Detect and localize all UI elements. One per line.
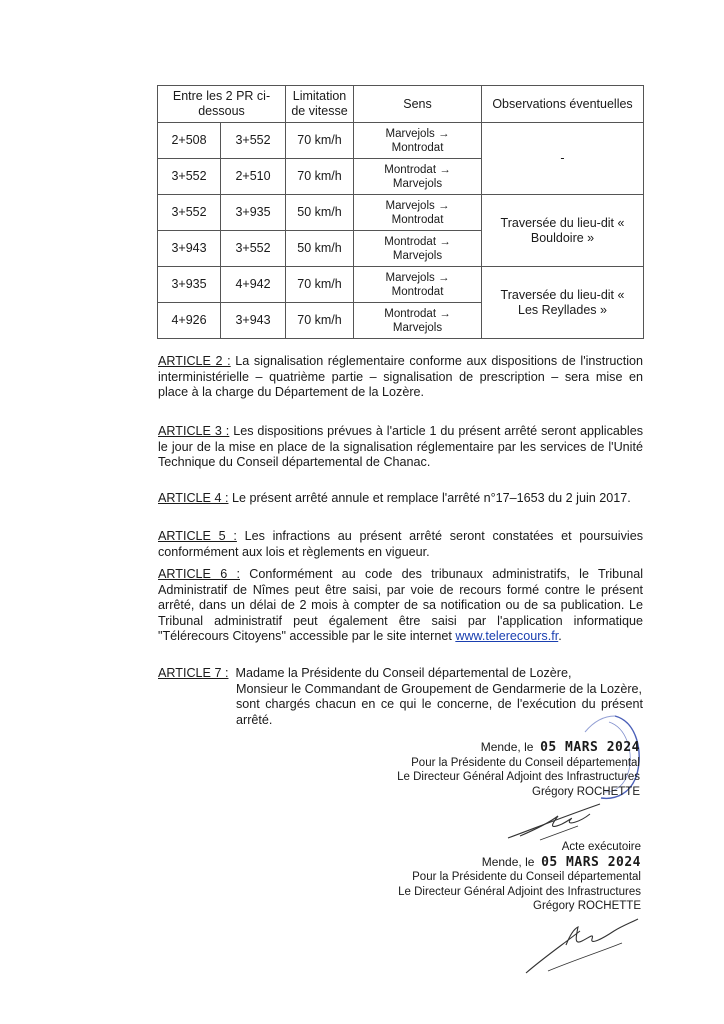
article-label: ARTICLE 7 : xyxy=(158,666,229,680)
speed-limit: 70 km/h xyxy=(286,123,354,159)
signature-line: Le Directeur Général Adjoint des Infrastructures xyxy=(397,771,640,783)
article-label: ARTICLE 3 : xyxy=(158,424,230,438)
article-text: sont chargés chacun en ce qui le concerne, de l'exécution du présent arrêté. xyxy=(236,697,643,727)
article-7 xyxy=(158,666,643,728)
direction: Marvejols → Montrodat xyxy=(354,123,482,159)
header-observations: Observations éventuelles xyxy=(482,86,644,123)
direction: Marvejols → Montrodat xyxy=(354,195,482,231)
signer-name: Grégory ROCHETTE xyxy=(532,785,640,798)
article-2 xyxy=(158,354,643,401)
pr-start: 2+508 xyxy=(158,123,221,159)
article-label: ARTICLE 6 : xyxy=(158,567,240,581)
direction: Montrodat → Marvejols xyxy=(354,303,482,339)
pr-start: 3+552 xyxy=(158,159,221,195)
header-sens: Sens xyxy=(354,86,482,123)
direction: Montrodat → Marvejols xyxy=(354,159,482,195)
article-4 xyxy=(158,491,643,507)
pr-start: 3+943 xyxy=(158,231,221,267)
article-label: ARTICLE 4 : xyxy=(158,491,229,505)
speed-limit-table xyxy=(157,85,644,339)
speed-limit: 70 km/h xyxy=(286,303,354,339)
table-row xyxy=(158,123,644,159)
pr-end: 3+552 xyxy=(221,231,286,267)
observation-cell: Traversée du lieu-dit « Les Reyllades » xyxy=(482,267,644,339)
pr-start: 4+926 xyxy=(158,303,221,339)
article-label: ARTICLE 5 : xyxy=(158,529,237,543)
article-text: La signalisation réglementaire conforme aux dispositions de l'instruction interministérielle – quatrième partie – signalisation de prescription – sera mise en place à la charge du Département de la Lozère. xyxy=(158,354,644,400)
header-pr: Entre les 2 PR ci-dessous xyxy=(158,86,286,123)
signature-line: Le Directeur Général Adjoint des Infrastructures xyxy=(398,885,641,898)
handwritten-signature xyxy=(500,800,610,845)
article-text: Le présent arrêté annule et remplace l'arrêté n°17–1653 du 2 juin 2017. xyxy=(231,491,631,505)
article-6: ARTICLE 6 : Conformément au code des tribunaux administratifs, le Tribunal Administratif de Nîmes peut être saisi, par voie de recours formé contre le présent arrêté, dans un délai de 2 mois à compter de sa notification ou de sa publication. Le Tribunal administratif peut également être saisi par l'application informatique "Télérecours Citoyens" accessible par le site internet www.telerecours.fr. xyxy=(158,567,643,644)
article-label: ARTICLE 2 : xyxy=(158,354,231,368)
pr-end: 2+510 xyxy=(221,159,286,195)
pr-end: 3+552 xyxy=(221,123,286,159)
article-text: Les dispositions prévues à l'article 1 du présent arrêté seront applicables le jour de la mise en place de la signalisation réglementaire par les services de l'Unité Technique du Conseil départemental de Chanac. xyxy=(158,424,643,470)
observation-cell: - xyxy=(482,123,644,195)
date-stamp: 05 MARS 2024 xyxy=(540,740,640,755)
speed-limit: 50 km/h xyxy=(286,195,354,231)
speed-limit: 50 km/h xyxy=(286,231,354,267)
article-text: Monsieur le Commandant de Groupement de Gendarmerie de la Lozère, xyxy=(236,681,643,696)
table-header-row xyxy=(158,86,644,123)
signature-line: Pour la Présidente du Conseil départemental xyxy=(412,871,641,883)
article-text: Madame la Présidente du Conseil départemental de Lozère, xyxy=(235,666,572,680)
table-row xyxy=(158,195,644,231)
date-stamp: 05 MARS 2024 xyxy=(541,854,641,870)
pr-start: 3+935 xyxy=(158,267,221,303)
article-5 xyxy=(158,529,643,560)
signature-block-2 xyxy=(398,840,641,914)
speed-limit: 70 km/h xyxy=(286,159,354,195)
header-limit: Limitation de vitesse xyxy=(286,86,354,123)
direction: Montrodat → Marvejols xyxy=(354,231,482,267)
article-3 xyxy=(158,424,643,471)
article-text: Conformément au code des tribunaux administratifs, le Tribunal Administratif de Nîmes peut être saisi, par voie de recours formé contre le présent arrêté, dans un délai de 2 mois à compter de sa notification ou de sa publication. Le Tribunal administratif peut également être saisi par l'application informatique "Télérecours Citoyens" accessible par le site internet xyxy=(158,567,643,644)
pr-end: 3+943 xyxy=(221,303,286,339)
signature-date-line: Mende, le 05 MARS 2024 xyxy=(480,740,640,755)
direction: Marvejols → Montrodat xyxy=(354,267,482,303)
article-text: Les infractions au présent arrêté seront constatées et poursuivies conformément aux lois et règlements en vigueur. xyxy=(158,529,644,559)
signature-line: Pour la Présidente du Conseil départemental xyxy=(411,756,640,769)
pr-end: 4+942 xyxy=(221,267,286,303)
signer-name: Grégory ROCHETTE xyxy=(533,900,641,912)
handwritten-signature xyxy=(522,915,642,977)
table-row xyxy=(158,267,644,303)
pr-end: 3+935 xyxy=(221,195,286,231)
speed-limit: 70 km/h xyxy=(286,267,354,303)
observation-cell: Traversée du lieu-dit « Bouldoire » xyxy=(482,195,644,267)
executory-act-title: Acte exécutoire xyxy=(561,841,641,853)
signature-block-1 xyxy=(397,740,640,799)
telerecours-link[interactable]: www.telerecours.fr xyxy=(455,629,559,644)
pr-start: 3+552 xyxy=(158,195,221,231)
signature-date-line: Mende, le 05 MARS 2024 xyxy=(481,854,641,870)
